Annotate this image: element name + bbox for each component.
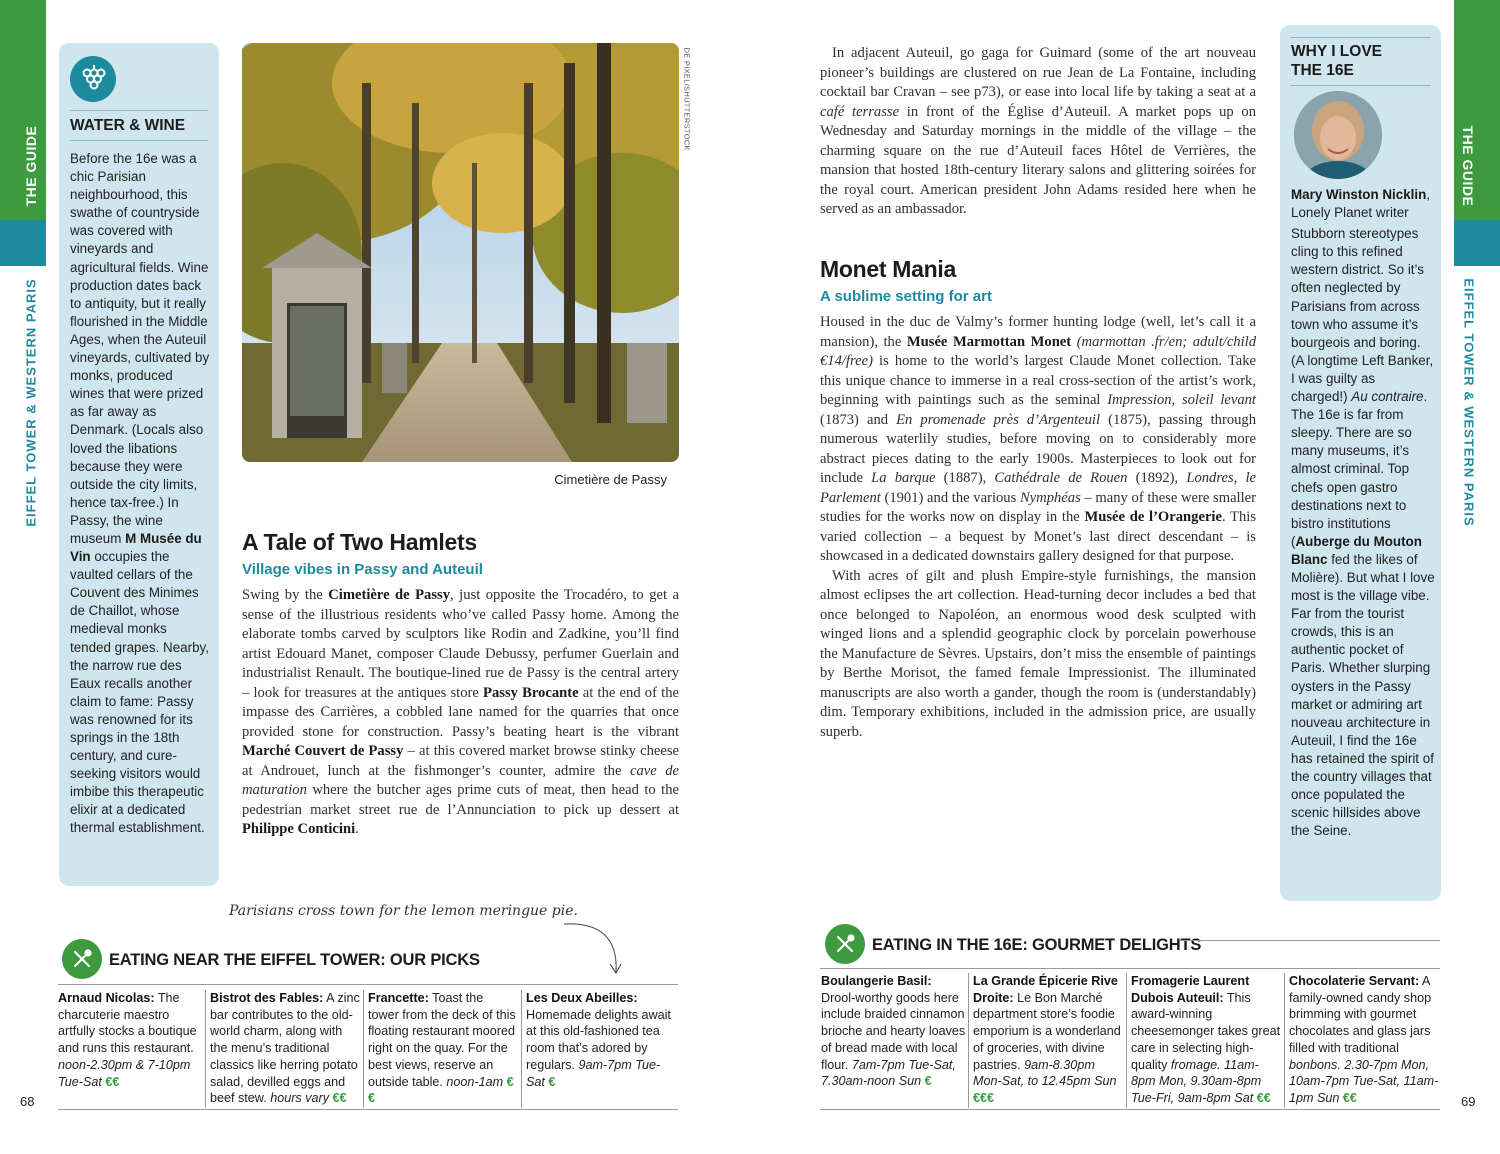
monet-text-7: (1901) and the various <box>880 489 1020 506</box>
sidebar-museum-name: M Musée du Vin <box>70 530 202 565</box>
why-i-love-sidebar <box>1280 25 1441 901</box>
pick-price: €€ <box>1256 1090 1271 1105</box>
love-text-3: fed the likes of Molière). But what I love most is the village vibe. Far from the tourist crowds, this is an authentic pocket of Paris. Whether slurping oysters in the Passy market or admiring art nouveau architecture in Auteuil, I find the 16e has retained the spirit of the country villages that once populated the scenic hillsides above the Seine. <box>1291 551 1435 839</box>
monet-italic-7: Nymphéas <box>1019 489 1081 506</box>
hamlets-text-2: , just opposite the Trocadéro, to get a sense of the illustrious residents who’ve called Passy home. Among the elaborate tombs carved by sculptors like Rodin and Zadkine, you’ll find artist Edouard Manet, composer Claude Debussy, perfumer Guerlain and industrialist Renault. The boutique-lined rue de Passy is the central artery – look for treasures at the antiques store <box>242 587 680 701</box>
pick-bistrot-des-fables <box>210 990 360 1108</box>
hamlets-bold-4: Philippe Conticini <box>242 821 356 837</box>
pick-text: Le Bon Marché department store’s foodie emporium is a wonderland of groceries, with divine pastries. <box>973 990 1121 1072</box>
cemetery-photo <box>242 43 679 462</box>
sidebar-text: Before the 16e was a chic Parisian neighbourhood, this swathe of countryside was covered with vineyards and agricultural fields. Wine production dates back to antiquity, but it really flourished in the Middle Ages, when the Auteuil vineyards, cultivated by monks, produced wines that were prized as far away as Denmark. (Locals also loved the libations because they were outside the city limits, hence tax-free.) In Passy, the wine museum <box>70 151 210 546</box>
pick-les-deux-abeilles <box>526 990 676 1108</box>
left-tab-section <box>0 220 46 266</box>
monet-italic-6: Londres, le Parlement <box>820 470 1256 506</box>
pick-grande-epicerie <box>973 973 1123 1108</box>
author-name: Mary Winston Nicklin <box>1291 187 1427 202</box>
pick-fromagerie-laurent-dubois <box>1131 973 1283 1108</box>
monet-text-2: is home to the world’s largest Claude Monet collection. Take this unique chance to immerse in a real cross-section of the artist’s work, beginning with paintings such as the seminal <box>820 353 1256 408</box>
pick-divider <box>968 973 969 1108</box>
sidebar-divider-bottom <box>70 140 208 141</box>
fork-knife-icon-left <box>62 939 102 979</box>
hamlets-text-1: Swing by the <box>242 587 329 603</box>
pick-divider <box>1284 973 1285 1108</box>
pick-text: A zinc bar contributes to the old-world charm, along with the menu’s traditional classics like herring potato salad, devilled eggs and beef stew. <box>210 991 360 1106</box>
pick-name: La Grande Épicerie Rive Droite: <box>973 974 1118 1005</box>
monet-bold-2: Musée de l’Orangerie <box>1084 509 1222 525</box>
monet-text-9: . This varied collection – a bequest by Monet’s last direct descendant – is showcased in a dedicated downstairs gallery designed for that purpose. <box>820 509 1257 564</box>
love-bold-1: Auberge du Mouton Blanc <box>1291 533 1422 567</box>
pick-boulangerie-basil <box>821 973 966 1108</box>
sidebar-title: WATER & WINE <box>70 117 186 134</box>
grapes-icon <box>70 56 116 102</box>
page-number-left: 68 <box>20 1094 35 1109</box>
pick-hours: . 2.30-7pm Mon, 10am-7pm Tue-Sat, 11am-1pm Sun <box>1289 1057 1439 1105</box>
pick-hours: 7am-7pm Tue-Sat, 7.30am-noon Sun <box>821 1057 956 1089</box>
right-tab-section <box>1454 220 1500 266</box>
love-divider-mid <box>1291 85 1431 86</box>
love-text-2: . The 16e is far from sleepy. There are so many museums, it’s almost criminal. Top chefs open gastro destinations next to bistro institutions ( <box>1291 389 1428 549</box>
monet-paragraph-2: With acres of gilt and plush Empire-style furnishings, the mansion almost eclipses the art collection. Head-turning decor includes a bed that once belonged to Napoléon, an enormous wood desk sculpted with winged lions and a splendid geographic clock by porcelain powerhouse the Manufacture de Sèvres. Upstairs, don’t miss the ensemble of paintings by Berthe Morisot, the famed female Impressionist. The illuminated manuscripts are also worth a gander, though the room is (understandably) dim. Temporary exhibitions, included in the admission price, are usually superb. <box>820 567 1256 740</box>
pick-price: €€ <box>105 1074 120 1089</box>
note-arrow-icon <box>560 918 630 980</box>
monet-italic-2: Impression, soleil levant <box>1107 392 1256 408</box>
pick-text: Drool-worthy goods here include braided cinnamon brioche and hearty loaves of bread made with local flour. <box>821 990 966 1072</box>
pick-hours: hours vary <box>270 1091 330 1106</box>
sidebar-text-2: occupies the vaulted cellars of the Couvent des Minimes de Chaillot, whose medieval monks tended grapes. Nearby, the narrow rue des Eaux recalls another claim to fame: Passy was renowned for its springs in the 18th century, and cure-seeking visitors would imbibe this therapeutic elixir at a dedicated thermal establishment. <box>70 549 209 836</box>
fork-knife-icon-right <box>825 924 865 964</box>
water-wine-sidebar <box>59 43 219 886</box>
pick-price: €€€ <box>973 1090 995 1105</box>
love-italic-1: Au contraire <box>1351 389 1424 405</box>
pick-arnaud-nicolas <box>58 990 203 1108</box>
picks-rule-right <box>820 968 1440 969</box>
picks-rule-bottom-left <box>58 1109 678 1110</box>
monet-text-4: (1875), passing through numerous waterlily studies, before moving on to considerably more abstract pieces dating to the early 1900s. Masterpieces to look out for include <box>820 411 1257 486</box>
monet-text-1: Housed in the duc de Valmy’s former hunting lodge (well, let’s call it a mansion), the <box>820 314 1256 350</box>
pick-name: Boulangerie Basil: <box>821 974 932 988</box>
pick-price: €€ <box>332 1091 347 1106</box>
author-role: , Lonely Planet writer <box>1291 187 1431 221</box>
article-title-monet: Monet Mania <box>820 256 956 282</box>
pick-text: The charcuterie maestro artfully stocks a boutique and runs this restaurant. <box>58 991 197 1056</box>
intro-text-1: In adjacent Auteuil, go gaga for Guimard (some of the art nouveau pioneer’s buildings are clustered on rue Jean de La Fontaine, including cocktail bar Cravan – see p73), or ease into local life by taking a seat at a <box>820 45 1256 100</box>
sidebar-divider-top <box>70 110 208 111</box>
picks-rule-right-top <box>1180 940 1440 941</box>
hamlets-italic-1: cave de maturation <box>242 762 680 798</box>
monet-italic-3: En promenade près d’Argenteuil <box>896 411 1101 428</box>
hamlets-bold-2: Passy Brocante <box>483 684 579 701</box>
hamlets-bold-1: Cimetière de Passy <box>328 587 451 603</box>
pick-name: Arnaud Nicolas: <box>58 991 155 1005</box>
photo-credit: DE PIXEL/SHUTTERSTOCK <box>682 47 692 151</box>
monet-text-3: (1873) and <box>820 411 897 428</box>
pick-hours: 9am-7pm Tue-Sat <box>526 1057 661 1089</box>
picks-rule-bottom-right <box>820 1109 1440 1110</box>
love-text-1: Stubborn stereotypes cling to this refined western district. So it’s often neglected by Parisians from across town who assume it’s bourgeois and boring. (A longtime Left Banker, I was guilty as charged!) <box>1291 226 1434 405</box>
monet-italic-5: Cathédrale de Rouen <box>994 470 1128 486</box>
pick-hours: noon-2.30pm & 7-10pm Tue-Sat <box>58 1057 191 1089</box>
right-tab-guide-label: THE GUIDE <box>1460 125 1476 207</box>
pick-price: €€ <box>1342 1090 1357 1105</box>
pick-divider <box>205 990 206 1108</box>
hamlets-text-3: at the end of the impasse des Carrières, a cobbled lane named for the quarries that once provided stone for construction. Passy’s beating heart is the vibrant <box>242 684 679 740</box>
left-tab-guide-label: THE GUIDE <box>23 125 39 207</box>
handwritten-note: Parisians cross town for the lemon meringue pie. <box>229 903 578 919</box>
article-subtitle-hamlets: Village vibes in Passy and Auteuil <box>242 561 483 578</box>
love-body <box>1291 186 1435 840</box>
hamlets-text-4: – at this covered market browse stinky cheese at Androuet, lunch at the fishmonger’s counter, admire the <box>242 743 679 779</box>
picks-heading-right: EATING IN THE 16E: GOURMET DELIGHTS <box>872 936 1202 954</box>
pick-italic: fromage <box>1170 1057 1218 1072</box>
article-body-hamlets <box>242 586 679 840</box>
monet-text-8: – many of these were smaller studies for the works now on display in the <box>820 489 1256 525</box>
monet-text-6: (1892), <box>1127 470 1187 486</box>
author-avatar <box>1294 91 1382 179</box>
pick-name: Bistrot des Fables: <box>210 991 324 1005</box>
picks-heading-left: EATING NEAR THE EIFFEL TOWER: OUR PICKS <box>109 951 480 969</box>
hamlets-text-6: . <box>355 821 359 837</box>
pick-text: Homemade delights await at this old-fashioned tea room that’s adored by regulars. <box>526 1007 671 1072</box>
pick-hours: . 11am-8pm Mon, 9.30am-8pm Tue-Fri, 9am-8pm Sat <box>1131 1057 1262 1105</box>
pick-name: Chocolaterie Servant: <box>1289 974 1420 988</box>
pick-price: € <box>924 1074 932 1089</box>
sidebar-body <box>70 150 210 838</box>
pick-name: Francette: <box>368 991 429 1005</box>
article-subtitle-monet: A sublime setting for art <box>820 288 992 305</box>
monet-bold-1: Musée Marmottan Monet <box>906 333 1072 350</box>
pick-chocolaterie-servant <box>1289 973 1439 1108</box>
pick-price: €€ <box>368 1074 514 1106</box>
page-number-right: 69 <box>1461 1094 1476 1109</box>
love-divider-top <box>1291 37 1431 38</box>
photo-caption: Cimetière de Passy <box>554 472 667 487</box>
pick-name: Fromagerie Laurent Dubois Auteuil: <box>1131 974 1250 1005</box>
left-section-label: EIFFEL TOWER & WESTERN PARIS <box>23 278 39 527</box>
pick-text: Toast the tower from the deck of this floating restaurant moored right on the quay. For the best views, reserve an outside table. <box>368 991 516 1089</box>
pick-divider <box>363 990 364 1108</box>
love-title: WHY I LOVE THE 16E <box>1291 43 1383 79</box>
monet-italic-4: La barque <box>871 470 936 486</box>
article-title-hamlets: A Tale of Two Hamlets <box>242 529 477 555</box>
intro-text-2: in front of the Église d’Auteuil. A market pops up on Wednesday and Saturday mornings in the middle of the village – the charming square on the rue d’Auteuil faces Hôtel de Verrières, the mansion that hosted 18th-century literary salons and glittering soirées for the royal court. American president John Adams resided here when he served as an ambassador. <box>820 103 1256 217</box>
article-body-monet <box>820 313 1256 742</box>
pick-divider <box>521 990 522 1108</box>
hamlets-text-5: where the butcher ages prime cuts of meat, then head to the pedestrian market street rue de l’Annunciation to pick up dessert at <box>242 782 679 818</box>
pick-price: € <box>548 1074 556 1089</box>
pick-text: This award-winning cheesemonger takes great care in selecting high-quality <box>1131 990 1281 1072</box>
pick-text: A family-owned candy shop brimming with gourmet chocolates and glass jars filled with traditional <box>1289 974 1432 1055</box>
monet-italic-1: (marmottan .fr/en; adult/child €14/free) <box>820 333 1257 369</box>
intro-italic-1: café terrasse <box>820 103 900 120</box>
pick-hours: 9am-8.30pm Mon-Sat, to 12.45pm Sun <box>973 1057 1117 1089</box>
pick-name: Les Deux Abeilles: <box>526 991 638 1005</box>
pick-hours: noon-1am <box>446 1074 504 1089</box>
pick-italic: bonbons <box>1289 1057 1338 1072</box>
pick-divider <box>1126 973 1127 1108</box>
hamlets-bold-3: Marché Couvert de Passy <box>242 743 404 759</box>
monet-text-5: (1887), <box>935 470 995 486</box>
pick-francette <box>368 990 516 1108</box>
picks-rule-left <box>58 984 678 985</box>
auteuil-intro <box>820 44 1256 220</box>
right-section-label: EIFFEL TOWER & WESTERN PARIS <box>1461 278 1477 527</box>
